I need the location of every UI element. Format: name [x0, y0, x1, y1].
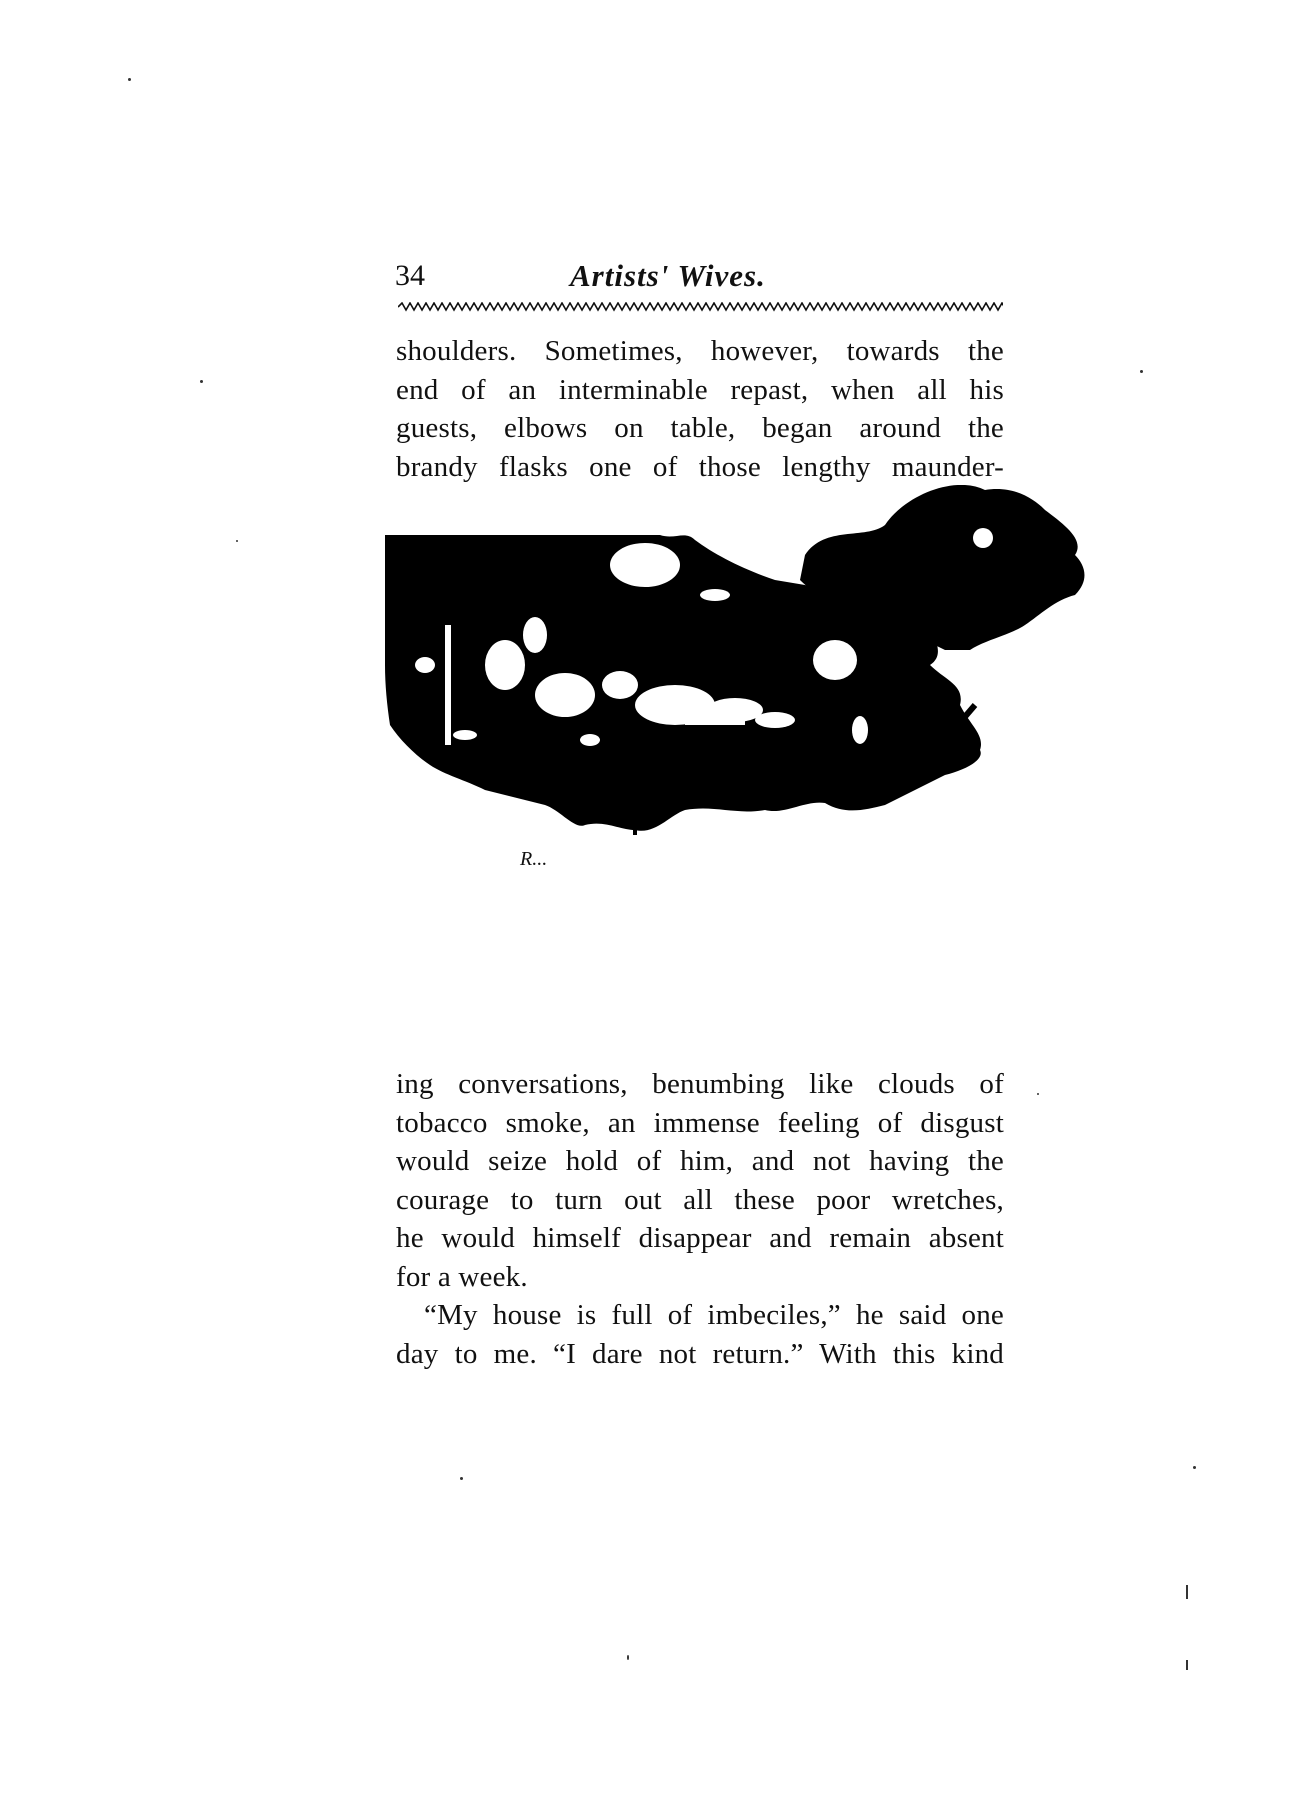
text-line: ing conversations, benumbing like clouds of: [396, 1068, 1004, 1100]
page-number: 34: [395, 259, 425, 292]
text-line: shoulders. Sometimes, however, towards the: [396, 335, 1004, 367]
scan-speck: [1186, 1585, 1188, 1599]
scan-speck: [1037, 1093, 1039, 1095]
scan-speck: [1140, 370, 1143, 373]
scan-speck: [200, 380, 203, 383]
scan-speck: [1186, 1660, 1188, 1670]
text-line: guests, elbows on table, began around the: [396, 412, 1004, 444]
scan-speck: [128, 78, 131, 81]
moon-spot: [973, 528, 993, 548]
scan-speck: [236, 540, 238, 542]
paragraph-top: [396, 332, 1004, 486]
text-line: end of an interminable repast, when all his: [396, 373, 1004, 406]
text-line: courage to turn out all these poor wretches,: [396, 1183, 1004, 1216]
text-line: would seize hold of him, and not having the: [396, 1145, 1004, 1177]
tavern-scene-illustration: [385, 485, 1130, 1010]
scan-speck: [1193, 1466, 1196, 1469]
running-title: Artists' Wives.: [570, 258, 766, 293]
paragraph-bottom: [396, 1065, 1004, 1373]
decorative-wavy-rule: [398, 302, 1003, 312]
page-header: [395, 258, 1000, 298]
text-line: brandy flasks one of those lengthy maunder-: [396, 450, 1004, 483]
text-line: for a week.: [396, 1260, 528, 1293]
text-line: day to me. “I dare not return.” With this kind: [396, 1337, 1004, 1370]
text-line: tobacco smoke, an immense feeling of disgust: [396, 1106, 1004, 1139]
text-line: he would himself disappear and remain absent: [396, 1222, 1004, 1254]
text-line: “My house is full of imbeciles,” he said one: [424, 1299, 1004, 1331]
artist-signature: R...: [520, 848, 548, 870]
scan-speck: [460, 1477, 463, 1480]
scan-speck: [627, 1655, 629, 1660]
